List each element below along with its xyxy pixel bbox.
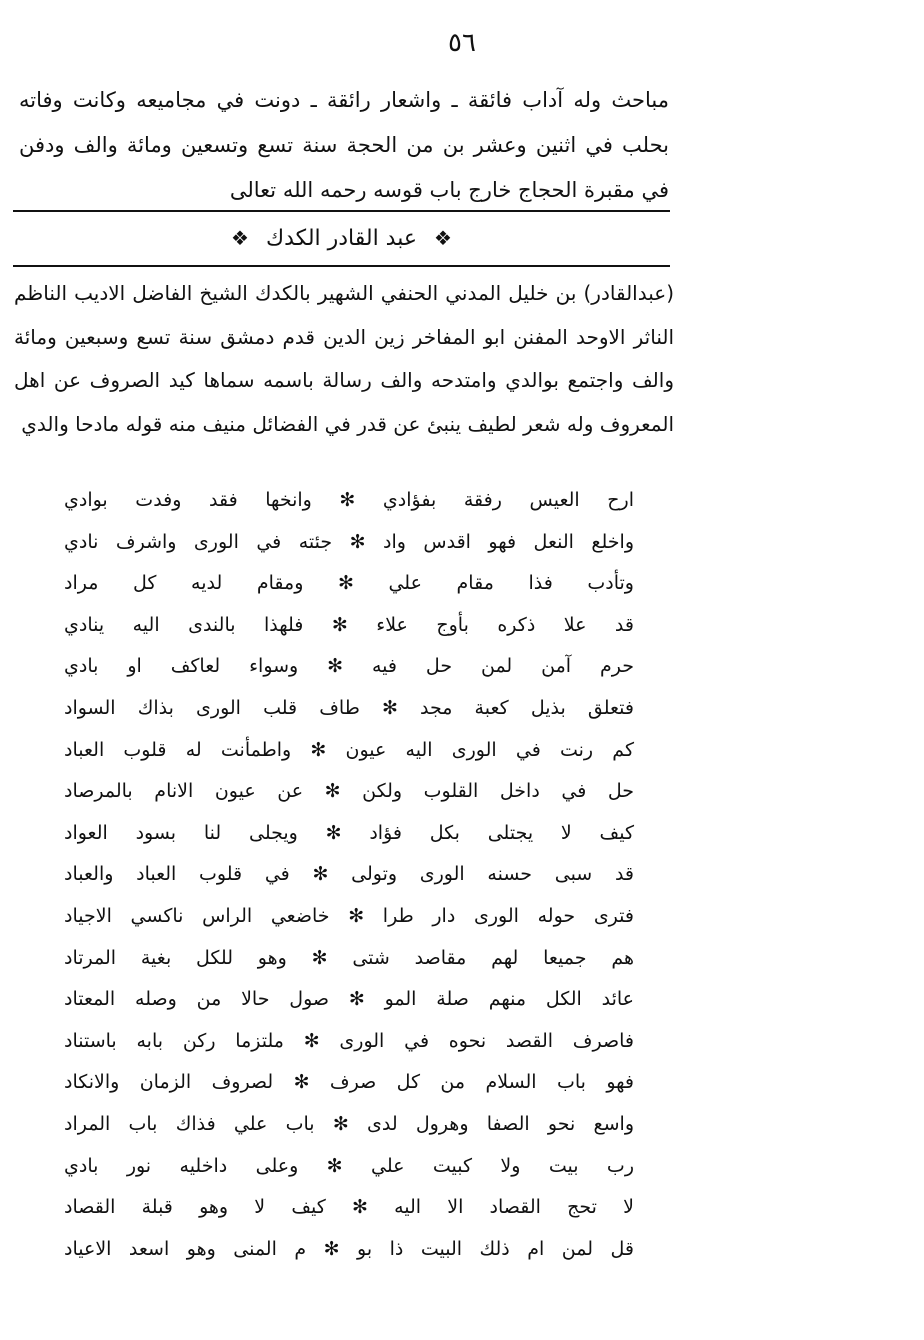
poem-verse: حرم آمن لمن حل فيه ✻ وسواء لعاكف او بادي — [64, 655, 634, 678]
poem-verse: فاصرف القصد نحوه في الورى ✻ ملتزما ركن بابه باستناد — [64, 1029, 634, 1052]
poem-verse: فتعلق بذيل كعبة مجد ✻ طاف قلب الورى بذاك السواد — [64, 696, 634, 719]
poem-verse: واسع نحو الصفا وهرول لدى ✻ باب علي فذاك باب المراد — [64, 1112, 634, 1135]
poem-verse: كيف لا يجتلى بكل فؤاد ✻ ويجلى لنا بسود العواد — [64, 821, 634, 844]
poem-verse: ارح العيس رفقة بفؤادي ✻ وانخها فقد وفدت بوادي — [64, 489, 634, 511]
poem-verse: وتأدب فذا مقام علي ✻ ومقام لديه كل مراد — [64, 572, 634, 595]
poem-verse: واخلع النعل فهو اقدس واد ✻ جئته في الورى واشرف نادي — [64, 530, 634, 553]
poem-verse: قد علا ذكره بأوج علاء ✻ فلهذا بالندى اليه ينادي — [64, 613, 634, 636]
ornament-left-icon: ❖ — [231, 226, 249, 250]
ornament-right-icon: ❖ — [434, 226, 452, 250]
poem-verse: حل في داخل القلوب ولكن ✻ عن عيون الانام بالمرصاد — [64, 780, 634, 803]
intro-paragraph — [19, 78, 669, 213]
poem-verse: قل لمن ام ذلك البيت ذا بو ✻ م المنى وهو اسعد الاعياد — [64, 1237, 634, 1260]
poem-verse: عائد الكل منهم صلة المو ✻ صول حالا من وصله المعتاد — [64, 988, 634, 1011]
poem-verse: كم رنت في الورى اليه عيون ✻ واطمأنت له قلوب العباد — [64, 738, 634, 761]
section-heading — [13, 218, 670, 259]
poem — [64, 480, 634, 1270]
poem-verse: قد سبى حسنه الورى وتولى ✻ في قلوب العباد والعباد — [64, 863, 634, 886]
poem-verse: فترى حوله الورى دار طرا ✻ خاضعي الراس ناكسي الاجياد — [64, 904, 634, 927]
poem-verse: هم جميعا لهم مقاصد شتى ✻ وهو للكل بغية المرتاد — [64, 946, 634, 969]
poem-verse: فهو باب السلام من كل صرف ✻ لصروف الزمان والانكاد — [64, 1071, 634, 1094]
section-title: عبد القادر الكدك — [265, 226, 417, 251]
intro-text: مباحث وله آداب فائقة ـ واشعار رائقة ـ دونت في مجاميعه وكانت وفاته بحلب في اثنين وعشر بن من الحجة سنة تسع وتسعين ومائة والف ودفن في مقبرة الحجاج خارج باب قوسه رحمه الله تعالى — [19, 88, 669, 202]
biography-text: (عبدالقادر) بن خليل المدني الحنفي الشهير بالكدك الشيخ الفاضل الاديب الناظم الناثر الاوحد المفنن ابو المفاخر زين الدين قدم دمشق سنة تسع وسبعين ومائة والف واجتمع بوالدي وامتدحه والف رسالة باسمه سماها كيد الصروف عن اهل المعروف وله شعر لطيف ينبئ عن قدر في الفضائل منيف منه قوله مادحا والدي — [14, 281, 674, 436]
top-divider — [13, 210, 670, 212]
biography-paragraph — [14, 272, 674, 446]
poem-verse: لا تحج القصاد الا اليه ✻ كيف لا وهو قبلة القصاد — [64, 1196, 634, 1219]
poem-verse: رب بيت ولا كبيت علي ✻ وعلى داخليه نور بادي — [64, 1154, 634, 1177]
bottom-divider — [13, 265, 670, 267]
page-number: ٥٦ — [448, 28, 476, 58]
